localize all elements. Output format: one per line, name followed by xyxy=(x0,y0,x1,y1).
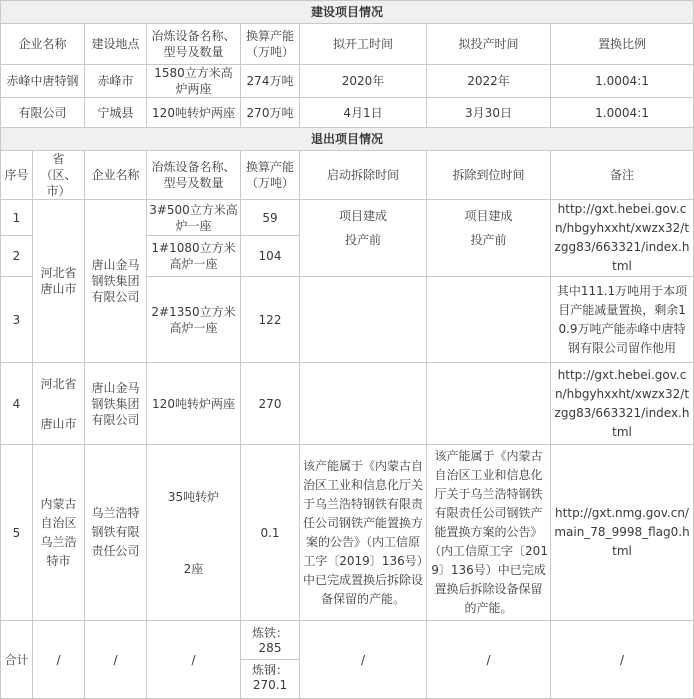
capacity-cell: 104 xyxy=(241,236,300,277)
total-slash: / xyxy=(551,621,694,699)
construction-title-row xyxy=(1,1,694,24)
ratio-cell: 1.0004:1 xyxy=(551,98,694,128)
seq-cell: 1 xyxy=(1,200,33,236)
total-row xyxy=(1,621,694,699)
equipment-cell: 120吨转炉两座 xyxy=(147,363,241,445)
start-demolish-note: 该产能属于《内蒙古自治区工业和信息化厅关于乌兰浩特钢铁有限责任公司钢铁产能置换方案的公告》（内工信原工字〔2019〕136号）中已完成置换后拆除设备保留的产能。 xyxy=(300,445,427,621)
province-line1: 河北省 xyxy=(40,376,77,391)
capacity-cell: 122 xyxy=(241,277,300,363)
production-date-cell: 3月30日 xyxy=(427,98,551,128)
header-company: 企业名称 xyxy=(85,151,147,200)
company-cell: 唐山金马钢铁集团有限公司 xyxy=(85,363,147,445)
capacity-cell: 0.1 xyxy=(241,445,300,621)
construction-section-title: 建设项目情况 xyxy=(1,1,694,24)
demolish-done-line2: 投产前 xyxy=(470,233,507,247)
demolish-done-empty xyxy=(427,277,551,363)
location-cell: 赤峰市 xyxy=(85,65,147,98)
seq-cell: 4 xyxy=(1,363,33,445)
exit-section-title: 退出项目情况 xyxy=(1,128,694,151)
seq-cell: 3 xyxy=(1,277,33,363)
iron-value: 285 xyxy=(258,641,282,655)
header-equipment: 冶炼设备名称、型号及数量 xyxy=(147,24,241,65)
header-equipment: 冶炼设备名称、型号及数量 xyxy=(147,151,241,200)
source-url-link[interactable]: http://gxt.nmg.gov.cn/main_78_9998_flag0.html xyxy=(551,445,694,621)
capacity-cell: 270 xyxy=(241,363,300,445)
capacity-cell: 274万吨 xyxy=(241,65,300,98)
start-demolish-line1: 项目建成 xyxy=(338,209,387,223)
header-capacity: 换算产能（万吨） xyxy=(241,24,300,65)
total-slash: / xyxy=(147,621,241,699)
company-cell: 唐山金马钢铁集团有限公司 xyxy=(85,200,147,363)
construction-header-row xyxy=(1,24,694,65)
exit-header-row xyxy=(1,151,694,200)
header-seq: 序号 xyxy=(1,151,33,200)
total-slash: / xyxy=(427,621,551,699)
seq-cell: 2 xyxy=(1,236,33,277)
province-cell: 内蒙古自治区乌兰浩特市 xyxy=(33,445,85,621)
demolish-done-line1: 项目建成 xyxy=(464,209,513,223)
demolish-done-note: 该产能属于《内蒙古自治区工业和信息化厅关于乌兰浩特钢铁有限责任公司钢铁产能置换方案的公告》（内工信原工字〔2019〕136号）中已完成置换后拆除设备保留的产能。 xyxy=(427,445,551,621)
remark-note: 其中111.1万吨用于本项目产能减量置换，剩余10.9万吨产能赤峰中唐特钢有限公司留作他用 xyxy=(551,277,694,363)
source-url-link[interactable]: http://gxt.hebei.gov.cn/hbgyhxxht/xwzx32/tzgg83/663321/index.html xyxy=(551,200,694,277)
header-capacity: 换算产能（万吨） xyxy=(241,151,300,200)
total-capacity-cell xyxy=(241,621,300,699)
start-demolish-empty xyxy=(300,363,427,445)
exit-row-4 xyxy=(1,363,694,445)
equipment-cell xyxy=(147,445,241,621)
equipment-cell: 1580立方米高炉两座 xyxy=(147,65,241,98)
company-name-line2: 有限公司 xyxy=(1,98,85,128)
exit-title-row xyxy=(1,128,694,151)
construction-row-2 xyxy=(1,98,694,128)
start-demolish-line2: 投产前 xyxy=(344,233,381,247)
header-location: 建设地点 xyxy=(85,24,147,65)
header-province: 省（区、市） xyxy=(33,151,85,200)
seq-cell: 5 xyxy=(1,445,33,621)
production-year-cell: 2022年 xyxy=(427,65,551,98)
source-url-link[interactable]: http://gxt.hebei.gov.cn/hbgyhxxht/xwzx32/tzgg83/663321/index.html xyxy=(551,363,694,445)
header-demolish-done: 拆除到位时间 xyxy=(427,151,551,200)
capacity-cell: 59 xyxy=(241,200,300,236)
exit-row-1 xyxy=(1,200,694,236)
header-remarks: 备注 xyxy=(551,151,694,200)
iron-label: 炼铁： xyxy=(251,626,288,640)
province-cell xyxy=(33,363,85,445)
company-cell: 乌兰浩特钢铁有限责任公司 xyxy=(85,445,147,621)
company-name-line1: 赤峰中唐特钢 xyxy=(1,65,85,98)
total-slash: / xyxy=(33,621,85,699)
header-production-time: 拟投产时间 xyxy=(427,24,551,65)
province-cell: 河北省唐山市 xyxy=(33,200,85,363)
start-date-cell: 4月1日 xyxy=(300,98,427,128)
demolish-done-empty xyxy=(427,363,551,445)
header-start-time: 拟开工时间 xyxy=(300,24,427,65)
equipment-cell: 1#1080立方米高炉一座 xyxy=(147,236,241,277)
header-ratio: 置换比例 xyxy=(551,24,694,65)
equipment-cell: 3#500立方米高炉一座 xyxy=(147,200,241,236)
equipment-cell: 2#1350立方米高炉一座 xyxy=(147,277,241,363)
equipment-line1: 35吨转炉 xyxy=(167,489,220,504)
exit-row-5 xyxy=(1,445,694,621)
total-label: 合计 xyxy=(1,621,33,699)
ratio-cell: 1.0004:1 xyxy=(551,65,694,98)
start-demolish-empty xyxy=(300,277,427,363)
equipment-cell: 120吨转炉两座 xyxy=(147,98,241,128)
capacity-cell: 270万吨 xyxy=(241,98,300,128)
header-start-demolish: 启动拆除时间 xyxy=(300,151,427,200)
demolish-done-cell xyxy=(427,200,551,277)
total-slash: / xyxy=(300,621,427,699)
steel-label: 炼钢： xyxy=(251,663,288,677)
start-year-cell: 2020年 xyxy=(300,65,427,98)
steel-value: 270.1 xyxy=(252,678,288,692)
start-demolish-cell xyxy=(300,200,427,277)
location-cell: 宁城县 xyxy=(85,98,147,128)
province-line2: 唐山市 xyxy=(40,416,77,431)
construction-row-1 xyxy=(1,65,694,98)
total-slash: / xyxy=(85,621,147,699)
header-company: 企业名称 xyxy=(1,24,85,65)
equipment-line2: 2座 xyxy=(183,561,204,576)
